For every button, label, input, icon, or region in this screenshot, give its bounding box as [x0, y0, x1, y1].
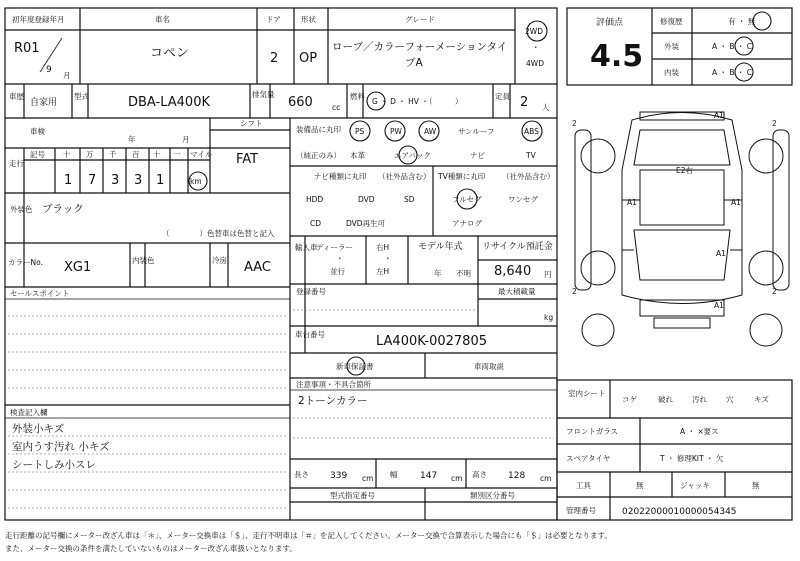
seat-option-0: コゲ — [622, 395, 637, 404]
equipment-sub-label: （純正のみ） — [296, 151, 341, 160]
wheel-front-right — [749, 139, 783, 173]
length-label: 長さ — [294, 470, 309, 479]
shift-label: シフト — [240, 119, 263, 128]
diagram-mark-right: A1 — [731, 198, 741, 207]
management-label: 管理番号 — [566, 506, 596, 515]
interior-color-label: 内装色 — [132, 256, 155, 265]
mileage-header-4: 百 — [132, 150, 140, 159]
navi-sub: （社外品含む） — [378, 172, 431, 181]
seat-option-1: 破れ — [658, 395, 673, 404]
width-label: 幅 — [390, 470, 398, 479]
model-year-unit: 年 — [434, 269, 442, 278]
mileage-header-5: 十 — [153, 150, 161, 159]
exterior-grade-options: A ・ B ・ C — [712, 42, 753, 51]
inspector-line-3: シートしみ小スレ — [12, 459, 96, 471]
door-label: ドア — [266, 15, 281, 24]
interior-seat-label: 室内シート — [568, 389, 606, 398]
capacity-value: 2 — [520, 95, 529, 110]
notes-label: 注意事項・不具合箇所 — [296, 380, 371, 389]
recycle-label: リサイクル預託金 — [482, 242, 553, 252]
seat-option-2: 汚れ — [692, 395, 707, 404]
warranty-label: 新車保証書 — [336, 362, 374, 371]
chassis-label: 車台番号 — [295, 330, 325, 339]
mileage-header-7: マイル — [190, 150, 213, 159]
equipment-item-1: PW — [390, 127, 402, 136]
drive-4wd: 4WD — [526, 59, 544, 68]
navi-hdd: HDD — [306, 195, 324, 204]
model-year-label: モデル年式 — [418, 242, 463, 252]
tv-oneseg: ワンセグ — [508, 195, 538, 204]
equipment-item2-0: 本革 — [350, 151, 365, 160]
footer-line-1: 走行距離の記号欄にメーター改ざん車は「＊」、メーター交換車は「＄」、走行不明車は「＃」を記入してください。メーター交換で合算表示した場合にも「＄」は必要となります。 — [5, 531, 612, 540]
door-value: 2 — [270, 51, 279, 66]
wheel-rear-right — [749, 251, 783, 285]
diagram-mark-rear-right: A1 — [716, 249, 726, 258]
max-load-label: 最大積載量 — [498, 287, 536, 296]
equipment-item2-1: エアバック — [394, 151, 431, 160]
spare-tire-label: スペアタイヤ — [566, 454, 611, 463]
diagram-side-mark-4: 2 — [772, 287, 777, 296]
capacity-unit: 人 — [542, 103, 550, 112]
drive-sep: ・ — [532, 43, 540, 52]
windshield-options: A ・ ×要ス — [680, 427, 719, 436]
repair-label: 修復歴 — [660, 17, 683, 26]
mileage-header-3: 千 — [109, 150, 117, 159]
color-no-value: XG1 — [64, 260, 92, 275]
height-label: 高さ — [472, 470, 487, 479]
height-value: 128 — [508, 471, 526, 481]
tv-label: TV種類に丸印 — [438, 172, 486, 181]
tools-label: 工具 — [576, 481, 591, 490]
tv-sub: （社外品含む） — [502, 172, 555, 181]
equipment-item-0: PS — [355, 127, 365, 136]
length-value: 339 — [330, 471, 348, 481]
notes-value: 2トーンカラー — [298, 395, 368, 407]
equipment-item2-3: TV — [526, 151, 536, 160]
shape-value: OP — [299, 51, 318, 66]
equipment-item2-2: ナビ — [470, 151, 485, 160]
displacement-label: 排気量 — [252, 90, 275, 99]
exterior-color-label: 外装色 — [10, 205, 33, 214]
equipment-row-1 — [350, 121, 542, 141]
color-no-label: カラーNo. — [8, 258, 43, 267]
jack-label: ジャッキ — [680, 481, 710, 490]
diagram-mark-left: A1 — [627, 198, 637, 207]
mileage-label: 走行 — [9, 159, 24, 168]
wheel-right-side — [750, 314, 782, 346]
shift-value: FAT — [236, 152, 259, 167]
exterior-color-value: ブラック — [42, 203, 84, 215]
recycle-value: 8,640 — [494, 264, 532, 279]
repair-options: 有 ・ 無 — [728, 17, 756, 26]
wheel-rear-left — [581, 251, 615, 285]
interior-grade-options: A ・ B ・ C — [712, 68, 753, 77]
model-year-unknown: 不明 — [456, 269, 471, 278]
tv-fullseg: フルセグ — [452, 195, 482, 204]
score-label: 評価点 — [596, 18, 624, 28]
width-unit: cm — [451, 474, 463, 483]
footer-line-2: また、メーター交換の条件を満たしていないものはメーター改ざん車扱いとなります。 — [5, 544, 297, 553]
grade-value-line2: プA — [405, 57, 423, 69]
wheel-front-left — [581, 139, 615, 173]
navi-cd: CD — [310, 219, 322, 228]
displacement-value: 660 — [288, 95, 313, 110]
model-label: 型式 — [74, 92, 89, 101]
mileage-header-0: 記号 — [30, 150, 45, 159]
diagram-mark-front: A1 — [714, 111, 724, 120]
import-left-h: 左H — [376, 267, 390, 276]
length-unit: cm — [362, 474, 374, 483]
diagram-side-mark-3: 2 — [572, 287, 577, 296]
diagram-mark-rear: A1 — [714, 301, 724, 310]
type-designation-label: 型式指定番号 — [330, 491, 375, 500]
mileage-digit-4: 3 — [134, 173, 143, 188]
usage-value: 自家用 — [30, 98, 58, 108]
shape-label: 形状 — [301, 15, 316, 24]
mileage-digit-1: 1 — [64, 173, 73, 188]
import-right-h: 右H — [376, 243, 390, 252]
inspection-year-unit: 年 — [128, 135, 136, 144]
navi-label: ナビ種類に丸印 — [314, 172, 367, 181]
interior-seat-options — [622, 394, 769, 404]
interior-grade-label: 内装 — [664, 68, 679, 77]
import-sep: ・ — [336, 254, 344, 263]
inspection-month-unit: 月 — [182, 135, 190, 144]
inspection-label: 車検 — [30, 127, 45, 136]
equipment-label: 装備品に丸印 — [296, 125, 341, 134]
inspector-label: 検査記入欄 — [10, 408, 48, 417]
import-label: 輸入車 — [295, 243, 318, 252]
exterior-grade-label: 外装 — [664, 42, 679, 51]
seat-option-4: キズ — [754, 395, 769, 404]
tv-analog: アナログ — [452, 219, 482, 228]
equipment-item-3: サンルーフ — [458, 127, 495, 136]
first-reg-label: 初年度登録年月 — [12, 15, 65, 24]
max-load-unit: kg — [544, 313, 554, 322]
car-name-label: 車名 — [155, 15, 170, 24]
import-dealer: ディーラー — [316, 243, 353, 252]
ac-label: 冷房 — [212, 256, 227, 265]
equipment-item-4: ABS — [524, 127, 539, 136]
height-unit: cm — [540, 474, 552, 483]
form-grid — [5, 8, 792, 520]
diagram-mark-center: E2右 — [676, 166, 694, 175]
fuel-label: 燃料 — [350, 92, 365, 101]
management-value: 02022000010000054345 — [622, 507, 737, 517]
exterior-color-note: （ ）色替車は色替と記入 — [162, 229, 275, 238]
displacement-unit: cc — [332, 103, 341, 112]
model-value: DBA-LA400K — [128, 95, 210, 110]
mileage-header-6: 一 — [173, 150, 181, 159]
wheel-left-side — [582, 314, 614, 346]
mileage-digit-5: 1 — [156, 173, 165, 188]
inspector-line-1: 外装小キズ — [12, 423, 65, 435]
diagram-side-mark-2: 2 — [772, 119, 777, 128]
spare-tire-options: T ・ 修理KIT ・ 欠 — [660, 454, 724, 463]
equipment-item-2: AW — [424, 127, 437, 136]
diagram-side-mark-1: 2 — [572, 119, 577, 128]
repair-none-circle — [753, 12, 771, 30]
mileage-digit-2: 7 — [88, 173, 97, 188]
mileage-header-2: 万 — [86, 150, 94, 159]
import-parallel: 並行 — [330, 267, 345, 276]
car-diagram — [575, 112, 789, 346]
windshield-label: フロントガラス — [566, 427, 619, 436]
manual-label: 車両取説 — [474, 362, 504, 371]
first-reg-year: R01 — [14, 41, 40, 56]
ac-value: AAC — [244, 260, 271, 275]
mileage-digit-headers — [30, 149, 213, 159]
import-hand-sep: ・ — [384, 254, 392, 263]
usage-label: 車歴 — [9, 92, 24, 101]
chassis-value: LA400K-0027805 — [376, 334, 487, 349]
capacity-label: 定員 — [495, 92, 510, 101]
seat-option-3: 穴 — [726, 395, 734, 404]
jack-value: 無 — [752, 481, 760, 490]
first-reg-month: 9 — [46, 65, 52, 75]
category-label: 類別区分番号 — [470, 491, 515, 500]
tools-value: 無 — [636, 481, 644, 490]
navi-sd: SD — [404, 195, 415, 204]
score-value: 4.5 — [590, 39, 644, 74]
sales-point-label: セールスポイント — [10, 289, 70, 298]
drive-2wd: 2WD — [525, 27, 543, 36]
navi-dvd: DVD — [358, 195, 375, 204]
registration-label: 登録番号 — [296, 287, 326, 296]
first-reg-month-unit: 月 — [63, 71, 71, 80]
mileage-unit: km — [190, 177, 202, 186]
recycle-unit: 円 — [544, 270, 552, 279]
inspector-line-2: 室内うす汚れ 小キズ — [12, 441, 110, 453]
mileage-digit-3: 3 — [111, 173, 120, 188]
car-name-value: コペン — [150, 46, 190, 61]
fuel-options: G ・ D ・ HV ・（ ） — [372, 97, 463, 106]
grade-value-line1: ローブ／カラーフォーメーションタイ — [332, 41, 508, 53]
navi-dvd-playback: DVD再生可 — [346, 219, 386, 228]
mileage-header-1: 十 — [63, 150, 71, 159]
width-value: 147 — [420, 471, 438, 481]
grade-label: グレード — [405, 15, 435, 24]
equipment-row-2 — [350, 146, 537, 164]
